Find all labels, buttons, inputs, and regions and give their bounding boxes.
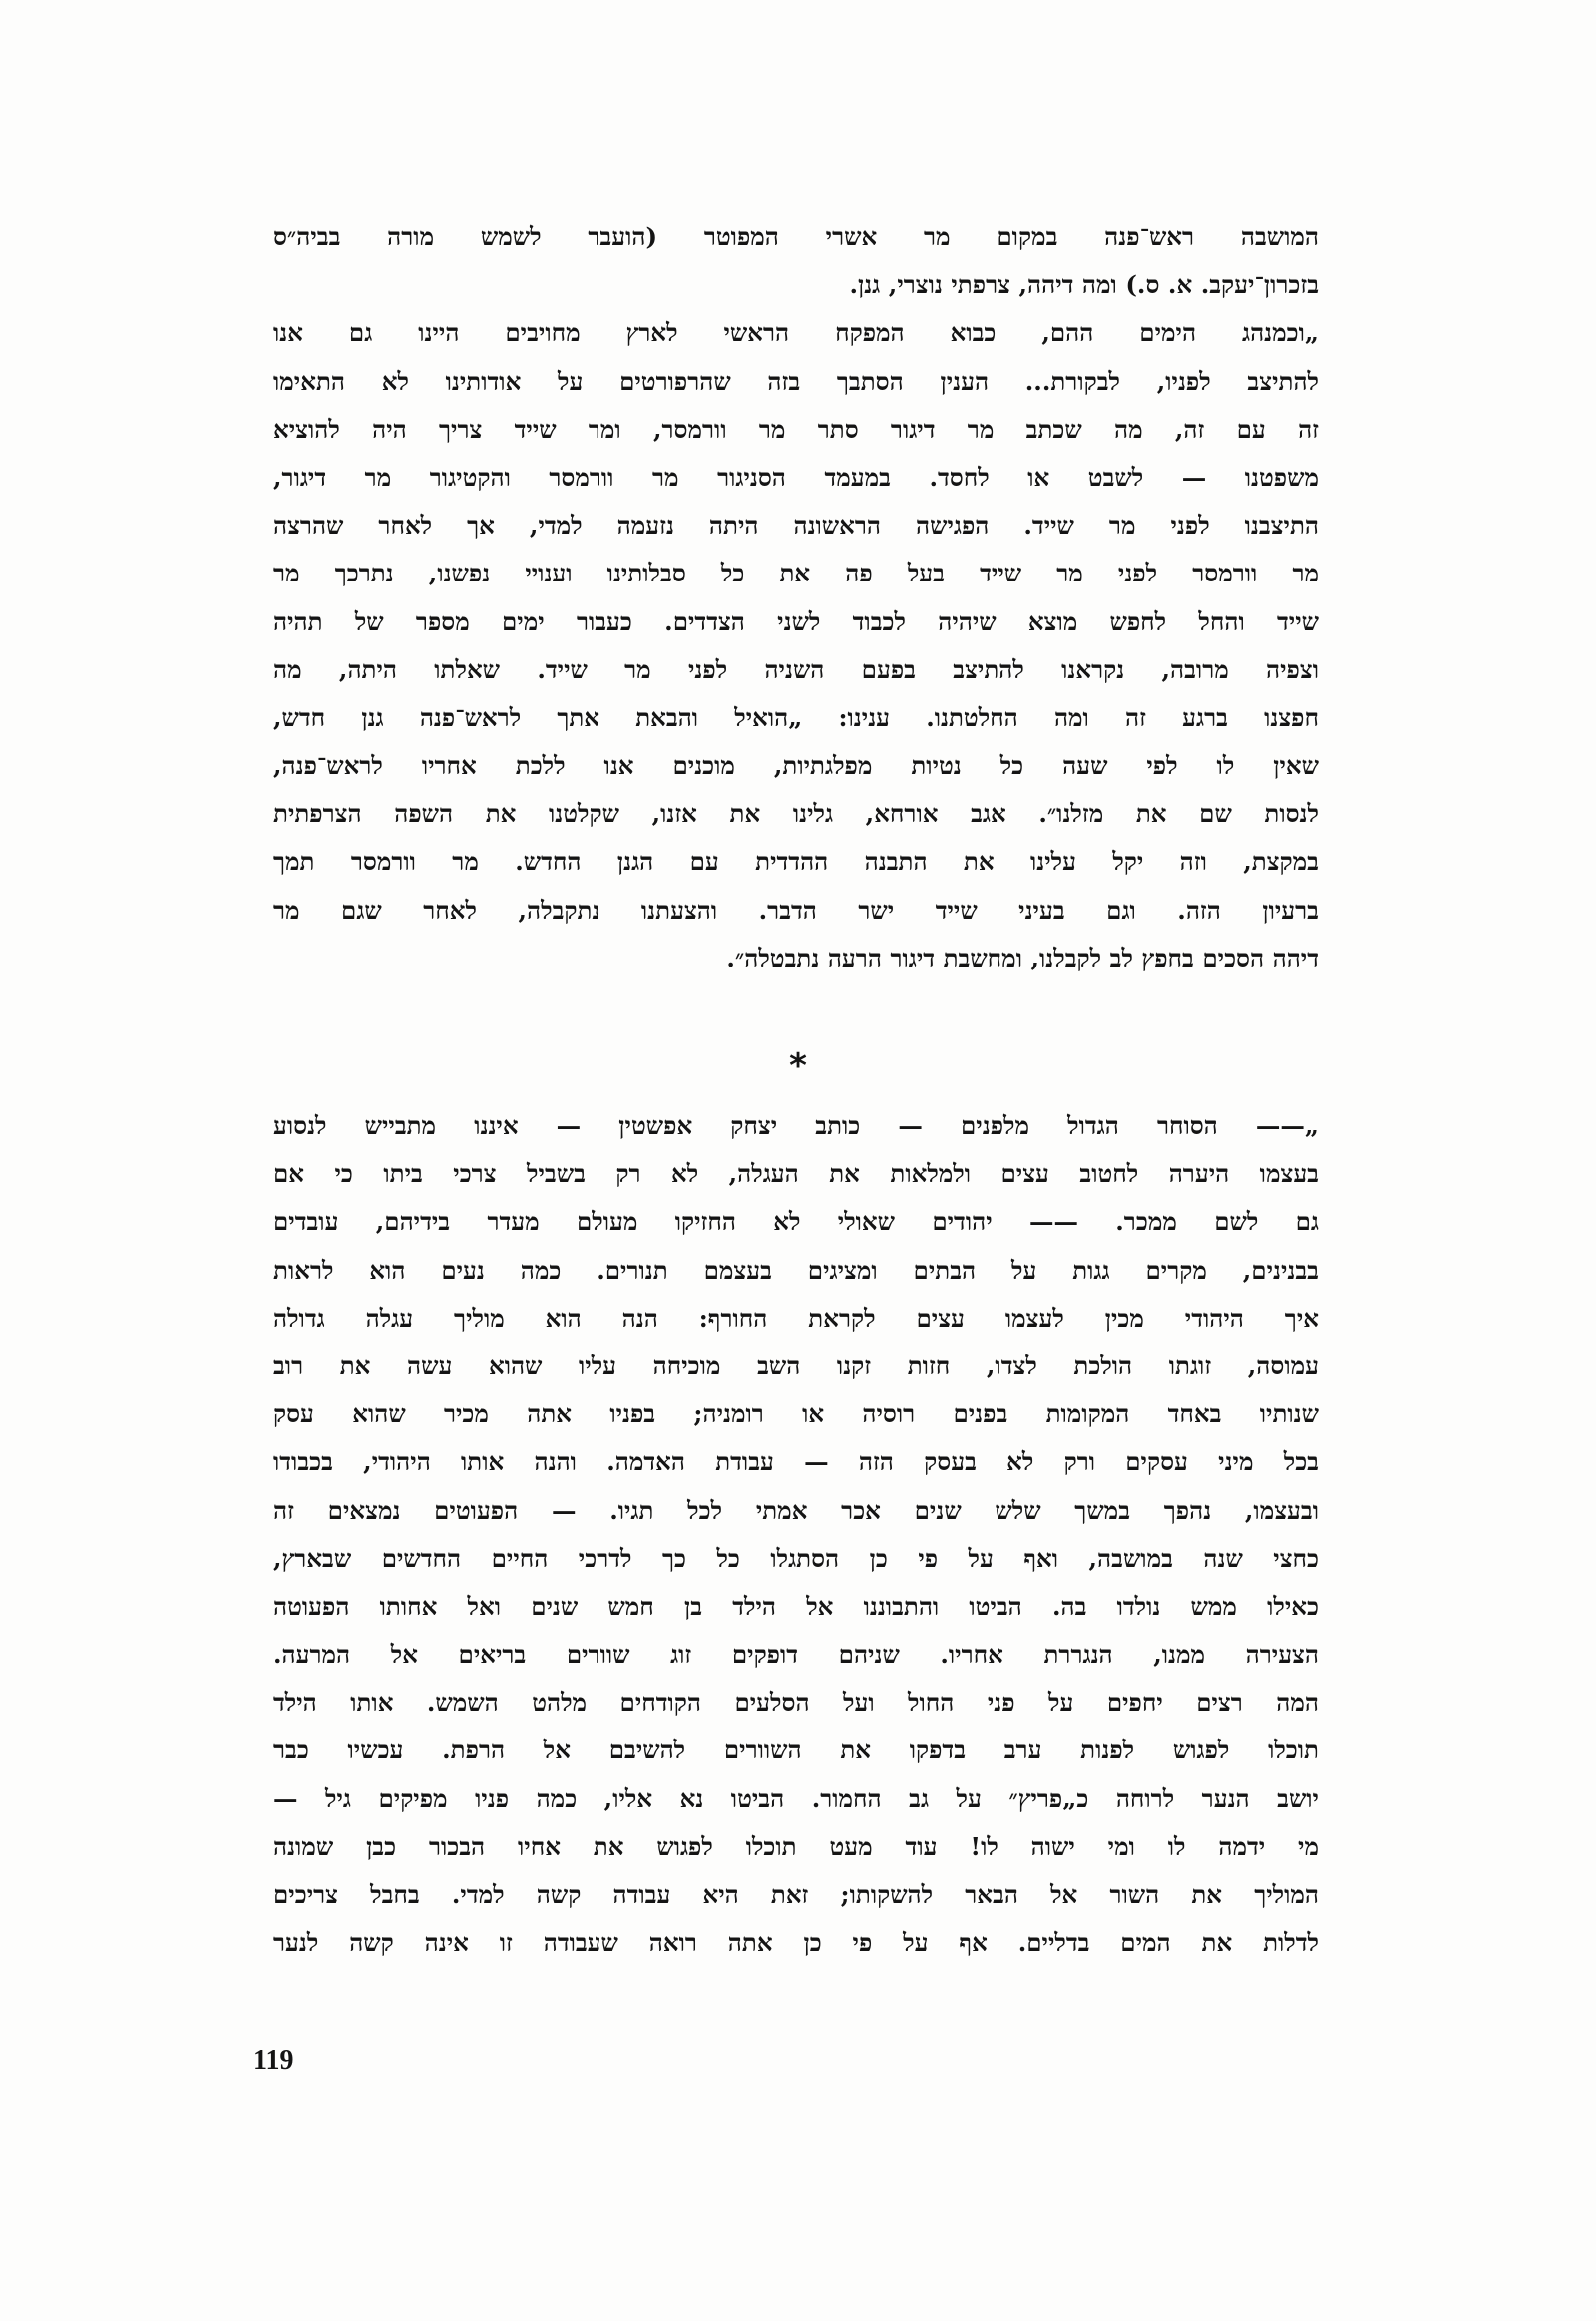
text-line: דיהה הסכים בחפץ לב לקבלנו, ומחשבת דיגור הרעה נתבטלה״. — [726, 943, 1319, 972]
text-line: שאין לו לפי שעה כל נטיות מפלגתיות, מוכנים אנו ללכת אחריו לראש־פנה, — [273, 751, 1319, 781]
text-line: המוליך את השור אל הבאר להשקותו; זאת היא עבודה קשה למדי. בחבל צריכים — [273, 1880, 1319, 1909]
text-line: „וכמנהג הימים ההם, כבוא המפקח הראשי לארץ מחויבים היינו גם אנו — [273, 318, 1319, 348]
text-line: לנסות שם את מזלנו״. אגב אורחא, גלינו את אזנו, שקלטנו את השפה הצרפתית — [273, 799, 1319, 829]
text-line: מר וורמסר לפני מר שייד בעל פה את כל סבלותינו וענויי נפשנו, נתרכך מר — [273, 559, 1319, 588]
text-line: שנותיו באחד המקומות בפנים רוסיה או רומניה; בפניו אתה מכיר שהוא עסק — [273, 1399, 1319, 1429]
text-line: גם לשם ממכר. —— יהודים שאולי לא החזיקו מעולם מעדר בידיהם, עובדים — [273, 1207, 1319, 1237]
text-line: במקצת, וזה יקל עלינו את התבנה ההדדית עם הגנן החדש. מר וורמסר תמך — [273, 847, 1319, 877]
text-line: תוכלו לפגוש לפנות ערב בדפקו את השוורים להשיבם אל הרפת. עכשיו כבר — [273, 1736, 1319, 1765]
paragraph-3 — [273, 1102, 1319, 1967]
text-line: הצעירה ממנו, הנגררת אחריו. שניהם דופקים זוג שוורים בריאים אל המרעה. — [273, 1640, 1319, 1670]
text-line: כאילו ממש נולדו בה. הביטו והתבוננו אל הילד בן חמש שנים ואל אחותו הפעוטה — [273, 1591, 1319, 1621]
text-line: בעצמו היערה לחטוב עצים ולמלאות את העגלה, לא רק בשביל צרכי ביתו כי אם — [273, 1159, 1319, 1189]
text-line: איך היהודי מכין לעצמו עצים לקראת החורף: הנה הוא מוליך עגלה גדולה — [273, 1303, 1319, 1333]
upper-text-block — [273, 213, 1319, 982]
text-line: בזכרון־יעקב. א. ס.) ומה דיהה, צרפתי נוצרי, גנן. — [849, 270, 1319, 300]
text-line: עמוסה, זוגתו הולכת לצדו, חזות זקנו השב מוכיחה עליו שהוא עשה את רוב — [273, 1351, 1319, 1380]
text-line: יושב הנער לרוחה כ„פריץ״ על גב החמור. הביטו נא אליו, כמה פניו מפיקים גיל — — [273, 1783, 1319, 1813]
text-line: להתיצב לפניו, לבקורת... הענין הסתבך בזה שהרפורטים על אודותינו לא התאימו — [273, 366, 1319, 396]
text-line: זה עם זה, מה שכתב מר דיגור סתר מר וורמסר, ומר שייד צריך היה להוציא — [273, 414, 1319, 444]
paragraph-2 — [273, 309, 1319, 982]
page-number: 119 — [253, 2045, 294, 2076]
text-line: וצפיה מרובה, נקראנו להתיצב בפעם השניה לפני מר שייד. שאלתו היתה, מה — [273, 654, 1319, 684]
text-line: „—— הסוחר הגדול מלפנים — כותב יצחק אפשטין — איננו מתבייש לנסוע — [273, 1111, 1319, 1140]
text-line: מי ידמה לו ומי ישוה לו! עוד מעט תוכלו לפגוש את אחיו הבכור כבן שמונה — [273, 1831, 1319, 1861]
text-line: בבנינים, מקרים גגות על הבתים ומציגים בעצמם תנורים. כמה נעים הוא לראות — [273, 1255, 1319, 1285]
section-separator-asterisk: * — [789, 1046, 807, 1086]
text-line: כחצי שנה במושבה, ואף על פי כן הסתגלו כל כך לדרכי החיים החדשים שבארץ, — [273, 1543, 1319, 1573]
text-line: בכל מיני עסקים ורק לא בעסק הזה — עבודת האדמה. והנה אותו היהודי, בכבודו — [273, 1447, 1319, 1477]
lower-text-block — [273, 1102, 1319, 1967]
text-line: ובעצמו, נהפך במשך שלש שנים אכר אמתי לכל תגיו. — הפעוטים נמצאים זה — [273, 1495, 1319, 1525]
text-line: שייד והחל לחפש מוצא שיהיה לכבוד לשני הצדדים. כעבור ימים מספר של תהיה — [273, 606, 1319, 636]
text-line: חפצנו ברגע זה ומה החלטתנו. ענינו: „הואיל והבאת אתך לראש־פנה גנן חדש, — [273, 702, 1319, 732]
text-line: ברעיון הזה. וגם בעיני שייד ישר הדבר. והצעתנו נתקבלה, לאחר שגם מר — [273, 895, 1319, 925]
text-line: המה רצים יחפים על פני החול ועל הסלעים הקודחים מלהט השמש. אותו הילד — [273, 1688, 1319, 1718]
text-line: לדלות את המים בדליים. אף על פי כן אתה רואה שעבודה זו אינה קשה לנער — [273, 1928, 1319, 1958]
paragraph-1 — [273, 213, 1319, 309]
text-line: התיצבנו לפני מר שייד. הפגישה הראשונה היתה נזעמה למדי, אך לאחר שהרצה — [273, 511, 1319, 541]
text-line: משפטנו — לשבט או לחסד. במעמד הסניגור מר וורמסר והקטיגור מר דיגור, — [273, 462, 1319, 492]
text-line: המושבה ראש־פנה במקום מר אשרי המפוטר (הועבר לשמש מורה בביה״ס — [273, 222, 1319, 251]
